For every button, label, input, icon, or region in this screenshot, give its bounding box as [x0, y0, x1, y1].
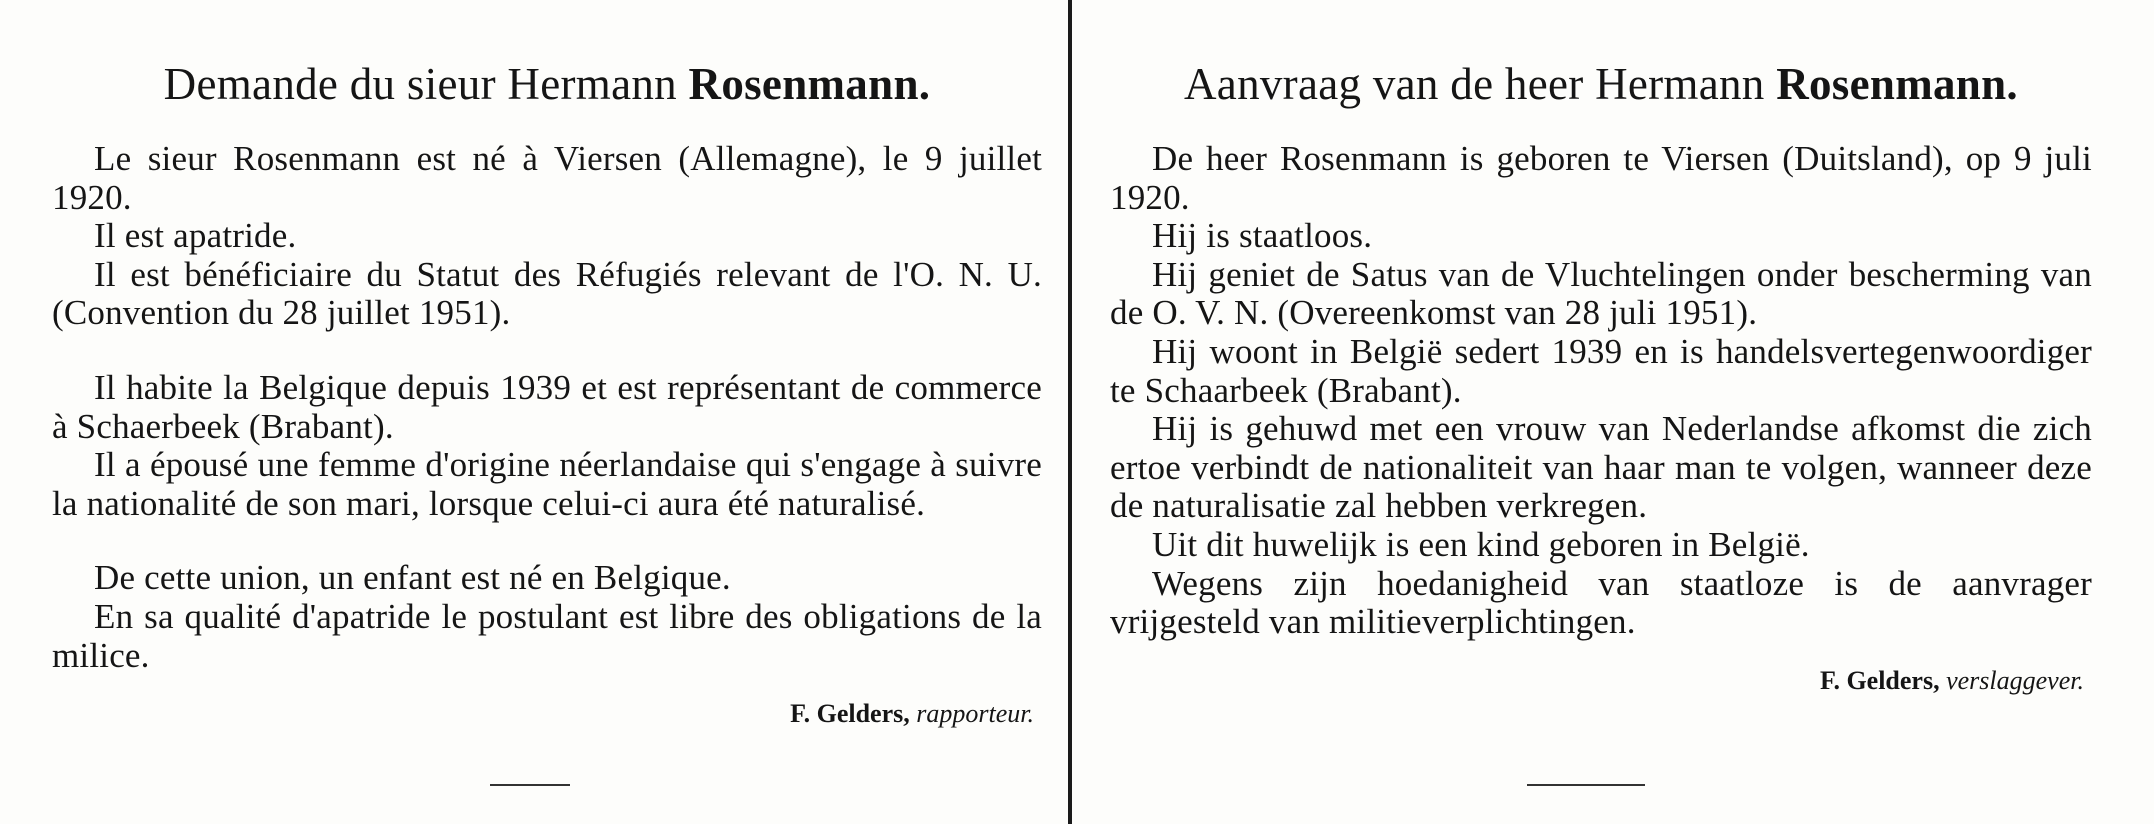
dutch-signature-name: F. Gelders,	[1819, 665, 1940, 695]
dutch-title	[1110, 58, 2092, 110]
french-title	[52, 58, 1042, 110]
french-paragraph-apatride: Il est apatride.	[94, 216, 297, 256]
dutch-column	[1110, 58, 2092, 698]
dutch-paragraph-refugee-status: Hij geniet de Satus van de Vluchtelingen onder bescherming van de O. V. N. (Overeenkomst van 28 juli 1951).	[1110, 254, 2092, 333]
dutch-signature-role: verslaggever.	[1946, 665, 2084, 695]
dutch-paragraph-marriage: Hij is gehuwd met een vrouw van Nederlandse afkomst die zich ertoe verbindt de nationaliteit van haar man te volgen, wanneer deze de naturalisatie zal hebben verkregen.	[1110, 409, 2092, 526]
french-paragraph-refugee-status: Il est bénéficiaire du Statut des Réfugiés relevant de l'O. N. U. (Convention du 28 juillet 1951).	[52, 254, 1042, 333]
french-signature-role: rapporteur.	[916, 699, 1034, 729]
dutch-end-rule	[1527, 784, 1645, 786]
french-signature	[52, 697, 1042, 731]
dutch-paragraph-residence: Hij woont in België sedert 1939 en is handelsvertegenwoordiger te Schaarbeek (Brabant).	[1110, 331, 2092, 410]
dutch-title-name: Rosenmann.	[1776, 59, 2018, 109]
french-paragraph-militia: En sa qualité d'apatride le postulant est libre des obligations de la milice.	[52, 596, 1042, 675]
french-paragraph-residence: Il habite la Belgique depuis 1939 et est représentant de commerce à Schaerbeek (Brabant).	[52, 367, 1042, 446]
french-paragraph-birth: Le sieur Rosenmann est né à Viersen (Allemagne), le 9 juillet 1920.	[52, 139, 1042, 217]
paragraph-gap	[52, 523, 1042, 559]
french-end-rule	[490, 784, 570, 786]
french-paragraph-child: De cette union, un enfant est né en Belgique.	[94, 558, 731, 598]
dutch-paragraph-birth: De heer Rosenmann is geboren te Viersen (Duitsland), op 9 juli 1920.	[1110, 139, 2092, 217]
french-column	[52, 58, 1042, 731]
french-title-prefix: Demande du sieur Hermann	[163, 59, 677, 109]
french-title-name: Rosenmann.	[688, 59, 931, 109]
french-paragraph-marriage: Il a épousé une femme d'origine néerlandaise qui s'engage à suivre la nationalité de son mari, lorsque celui-ci aura été naturalisé.	[52, 445, 1042, 523]
dutch-signature	[1110, 664, 2092, 698]
dutch-paragraph-militia: Wegens zijn hoedanigheid van staatloze is de aanvrager vrijgesteld van militieverplichtingen.	[1110, 563, 2092, 642]
dutch-paragraph-child: Uit dit huwelijk is een kind geboren in België.	[1152, 524, 1810, 564]
dutch-title-prefix: Aanvraag van de heer Hermann	[1184, 59, 1765, 109]
paragraph-gap	[52, 333, 1042, 369]
dutch-paragraph-stateless: Hij is staatloos.	[1152, 216, 1373, 256]
french-signature-name: F. Gelders,	[790, 699, 910, 729]
column-divider	[1068, 0, 1072, 824]
